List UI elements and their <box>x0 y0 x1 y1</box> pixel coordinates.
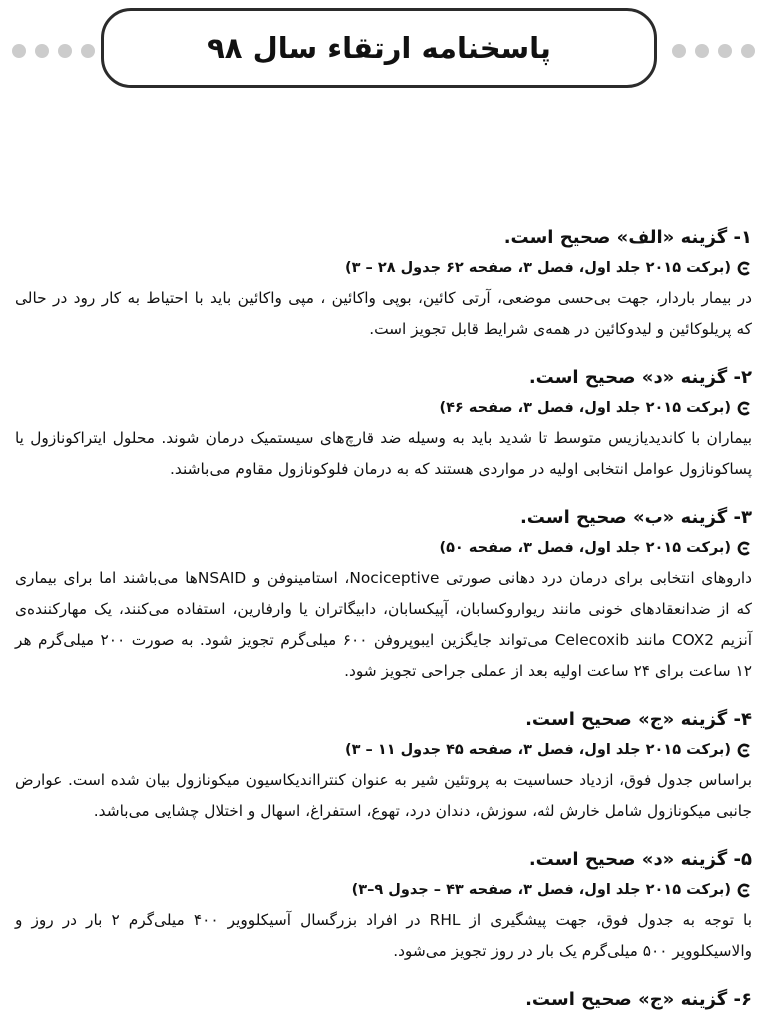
answer-reference <box>15 533 752 563</box>
explanation-line-text: داروهای انتخابی برای درمان درد دهانی صورتی Nociceptive، استامینوفن و NSAIDها می‌باشند اما برای بیماری <box>15 569 753 587</box>
reference-icon <box>737 401 752 416</box>
title-box <box>101 8 657 88</box>
explanation-line <box>15 283 752 314</box>
explanation-line-text: در بیمار باردار، جهت بی‌حسی موضعی، آرتی کائین، بوپی واکائین ، مپی واکائین باید با احتیاط به کار رود در حالی <box>15 289 752 307</box>
reference-icon <box>737 883 752 898</box>
answer-item <box>15 503 752 687</box>
explanation-line <box>15 656 752 687</box>
reference-text: (برکت ۲۰۱۵ جلد اول، فصل ۳، صفحه ۶۲ جدول ۲۸ – ۳) <box>344 260 731 276</box>
answer-explanation <box>15 283 752 345</box>
reference-icon <box>737 261 752 276</box>
dot-icon <box>672 44 686 58</box>
answer-heading: ۱- گزینه «الف» صحیح است. <box>503 227 752 248</box>
answer-reference <box>15 735 752 765</box>
explanation-line-text: با توجه به جدول فوق، جهت پیشگیری از RHL در افراد بزرگسال آسیکلوویر ۴۰۰ میلی‌گرم ۲ بار در روز و <box>15 911 753 929</box>
explanation-line-text: که از ضدانعقادهای خونی مانند ریواروکسابان، آپیکسابان، دابیگاتران یا وارفارین، استفاده می‌کنند، یک مهارکننده‌ی <box>15 600 752 618</box>
answer-heading: ۲- گزینه «د» صحیح است. <box>528 367 752 388</box>
dot-icon <box>718 44 732 58</box>
answer-heading: ۴- گزینه «ج» صحیح است. <box>525 709 752 730</box>
explanation-line <box>15 765 752 796</box>
explanation-line <box>15 594 752 625</box>
answer-reference <box>15 875 752 905</box>
explanation-line <box>15 563 752 594</box>
reference-text: (برکت ۲۰۱۵ جلد اول، فصل ۳، صفحه ۴۵ جدول ۱۱ – ۳) <box>344 742 731 758</box>
explanation-line <box>15 625 752 656</box>
explanation-line-text: پساکونازول عوامل انتخابی اولیه در مواردی هستند که به درمان فلوکونازول مقاوم می‌باشند. <box>170 460 752 478</box>
explanation-line-text: بیماران با کاندیدیازیس متوسط تا شدید باید به وسیله ضد قارچ‌های سیستمیک درمان شوند. محلول ایتراکونازول یا <box>15 429 752 447</box>
dot-icon <box>81 44 95 58</box>
dot-icon <box>58 44 72 58</box>
dot-icon <box>741 44 755 58</box>
answer-reference <box>15 393 752 423</box>
answer-explanation <box>15 563 752 687</box>
explanation-line-text: ۱۲ ساعت برای ۲۴ ساعت اولیه بعد از عملی جراحی تجویز شود. <box>344 662 752 680</box>
explanation-line <box>15 936 752 967</box>
explanation-line-text: آنزیم COX2 مانند Celecoxib می‌تواند جایگزین ایبوپروفن ۶۰۰ میلی‌گرم تجویز شود. به صورت ۲۰۰ میلی‌گرم هر <box>15 631 752 649</box>
page-header <box>0 0 767 100</box>
answer-explanation <box>15 765 752 827</box>
explanation-line <box>15 454 752 485</box>
reference-text: (برکت ۲۰۱۵ جلد اول، فصل ۳، صفحه ۵۰) <box>439 540 731 556</box>
page-title: پاسخنامه ارتقاء سال ۹۸ <box>207 30 551 65</box>
answer-item <box>15 985 752 1015</box>
dot-icon <box>12 44 26 58</box>
answer-item <box>15 705 752 827</box>
explanation-line <box>15 905 752 936</box>
answer-explanation <box>15 905 752 967</box>
answer-item <box>15 363 752 485</box>
answer-item <box>15 845 752 967</box>
answer-item <box>15 223 752 345</box>
explanation-line-text: براساس جدول فوق، ازدیاد حساسیت به پروتئین شیر به عنوان کنترااندیکاسیون میکونازول بیان شده است. عوارض <box>15 771 752 789</box>
answers-list <box>15 223 752 1033</box>
explanation-line <box>15 423 752 454</box>
answer-heading: ۶- گزینه «ج» صحیح است. <box>525 989 752 1010</box>
answer-heading: ۳- گزینه «ب» صحیح است. <box>519 507 752 528</box>
answer-explanation <box>15 423 752 485</box>
answer-heading: ۵- گزینه «د» صحیح است. <box>528 849 752 870</box>
reference-icon <box>737 541 752 556</box>
dot-icon <box>35 44 49 58</box>
reference-text: (برکت ۲۰۱۵ جلد اول، فصل ۳، صفحه ۴۳ – جدول ۹–۳) <box>351 882 731 898</box>
reference-text: (برکت ۲۰۱۵ جلد اول، فصل ۳، صفحه ۴۶) <box>439 400 731 416</box>
explanation-line-text: والاسیکلوویر ۵۰۰ میلی‌گرم یک بار در روز تجویز می‌شود. <box>393 942 752 960</box>
decorative-dots-right <box>672 44 755 58</box>
answer-reference <box>15 253 752 283</box>
dot-icon <box>695 44 709 58</box>
explanation-line <box>15 796 752 827</box>
explanation-line <box>15 314 752 345</box>
explanation-line-text: که پریلوکائین و لیدوکائین در همه‌ی شرایط قابل تجویز است. <box>369 320 752 338</box>
decorative-dots-left <box>12 44 95 58</box>
explanation-line-text: جانبی میکونازول شامل خارش لثه، سوزش، دندان درد، تهوع، استفراغ، اسهال و اختلال چشایی می‌باشد. <box>93 802 752 820</box>
reference-icon <box>737 743 752 758</box>
